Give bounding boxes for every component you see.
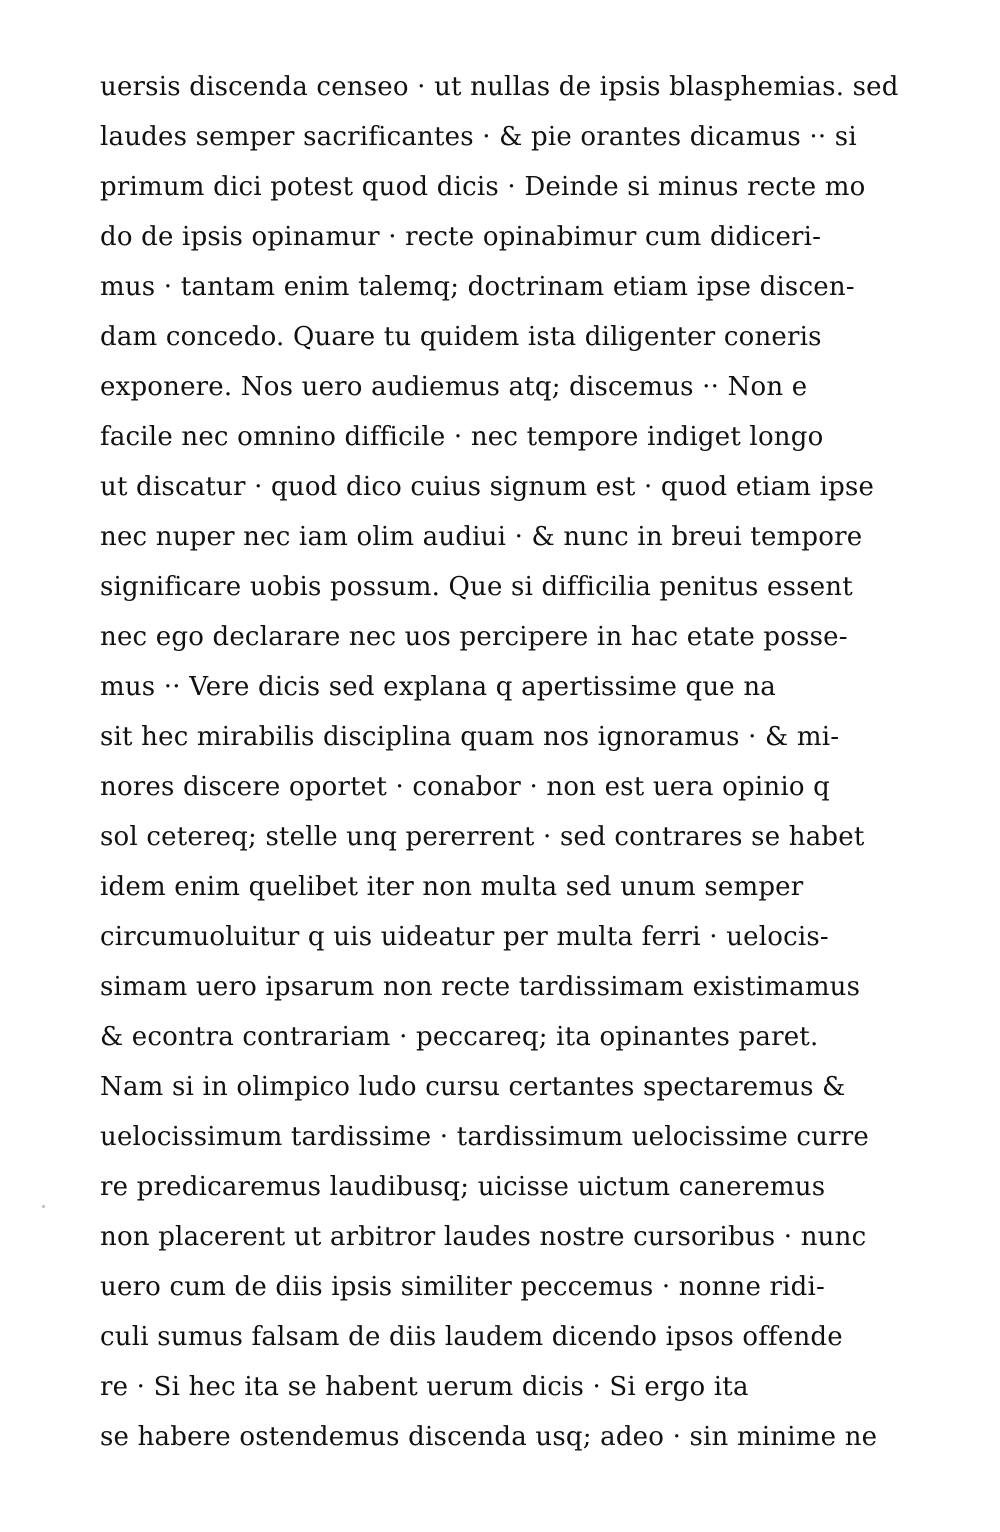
manuscript-line: laudes semper sacrificantes · & pie orantes dicamus ·· si bbox=[100, 122, 857, 152]
manuscript-line: exponere. Nos uero audiemus atq; discemus ·· Non e bbox=[100, 372, 808, 402]
manuscript-line: circumuoluitur q uis uideatur per multa ferri · uelocis- bbox=[100, 922, 829, 952]
manuscript-line: do de ipsis opinamur · recte opinabimur cum didiceri- bbox=[100, 222, 822, 252]
manuscript-line: simam uero ipsarum non recte tardissimam existimamus bbox=[100, 972, 861, 1002]
manuscript-line: sit hec mirabilis disciplina quam nos ignoramus · & mi- bbox=[100, 722, 840, 752]
margin-speck bbox=[42, 1205, 45, 1208]
manuscript-line: facile nec omnino difficile · nec tempore indiget longo bbox=[100, 422, 824, 452]
manuscript-line: uero cum de diis ipsis similiter peccemus · nonne ridi- bbox=[100, 1272, 825, 1302]
manuscript-line: culi sumus falsam de diis laudem dicendo ipsos offende bbox=[100, 1322, 843, 1352]
manuscript-line: nec nuper nec iam olim audiui · & nunc in breui tempore bbox=[100, 522, 863, 552]
manuscript-line: dam concedo. Quare tu quidem ista diligenter coneris bbox=[100, 322, 822, 352]
manuscript-line: uelocissimum tardissime · tardissimum uelocissime curre bbox=[100, 1122, 869, 1152]
manuscript-line: idem enim quelibet iter non multa sed unum semper bbox=[100, 872, 804, 902]
manuscript-line: non placerent ut arbitror laudes nostre cursoribus · nunc bbox=[100, 1222, 867, 1252]
manuscript-line: & econtra contrariam · peccareq; ita opinantes paret. bbox=[100, 1022, 819, 1052]
manuscript-line: nores discere oportet · conabor · non est uera opinio q bbox=[100, 772, 830, 802]
manuscript-line: primum dici potest quod dicis · Deinde si minus recte mo bbox=[100, 172, 866, 202]
manuscript-line: ut discatur · quod dico cuius signum est · quod etiam ipse bbox=[100, 472, 875, 502]
manuscript-line: nec ego declarare nec uos percipere in hac etate posse- bbox=[100, 622, 848, 652]
manuscript-line: mus ·· Vere dicis sed explana q apertissime que na bbox=[100, 672, 776, 702]
manuscript-line: re predicaremus laudibusq; uicisse uictum caneremus bbox=[100, 1172, 826, 1202]
manuscript-line: Nam si in olimpico ludo cursu certantes spectaremus & bbox=[100, 1072, 846, 1102]
manuscript-line: se habere ostendemus discenda usq; adeo · sin minime ne bbox=[100, 1422, 878, 1452]
manuscript-line: uersis discenda censeo · ut nullas de ipsis blasphemias. sed bbox=[100, 72, 899, 102]
manuscript-line: significare uobis possum. Que si difficilia penitus essent bbox=[100, 572, 853, 602]
manuscript-text-block bbox=[100, 62, 950, 1462]
manuscript-line: mus · tantam enim talemq; doctrinam etiam ipse discen- bbox=[100, 272, 855, 302]
manuscript-line: sol cetereq; stelle unq pererrent · sed contrares se habet bbox=[100, 822, 865, 852]
manuscript-line: re · Si hec ita se habent uerum dicis · Si ergo ita bbox=[100, 1372, 749, 1402]
